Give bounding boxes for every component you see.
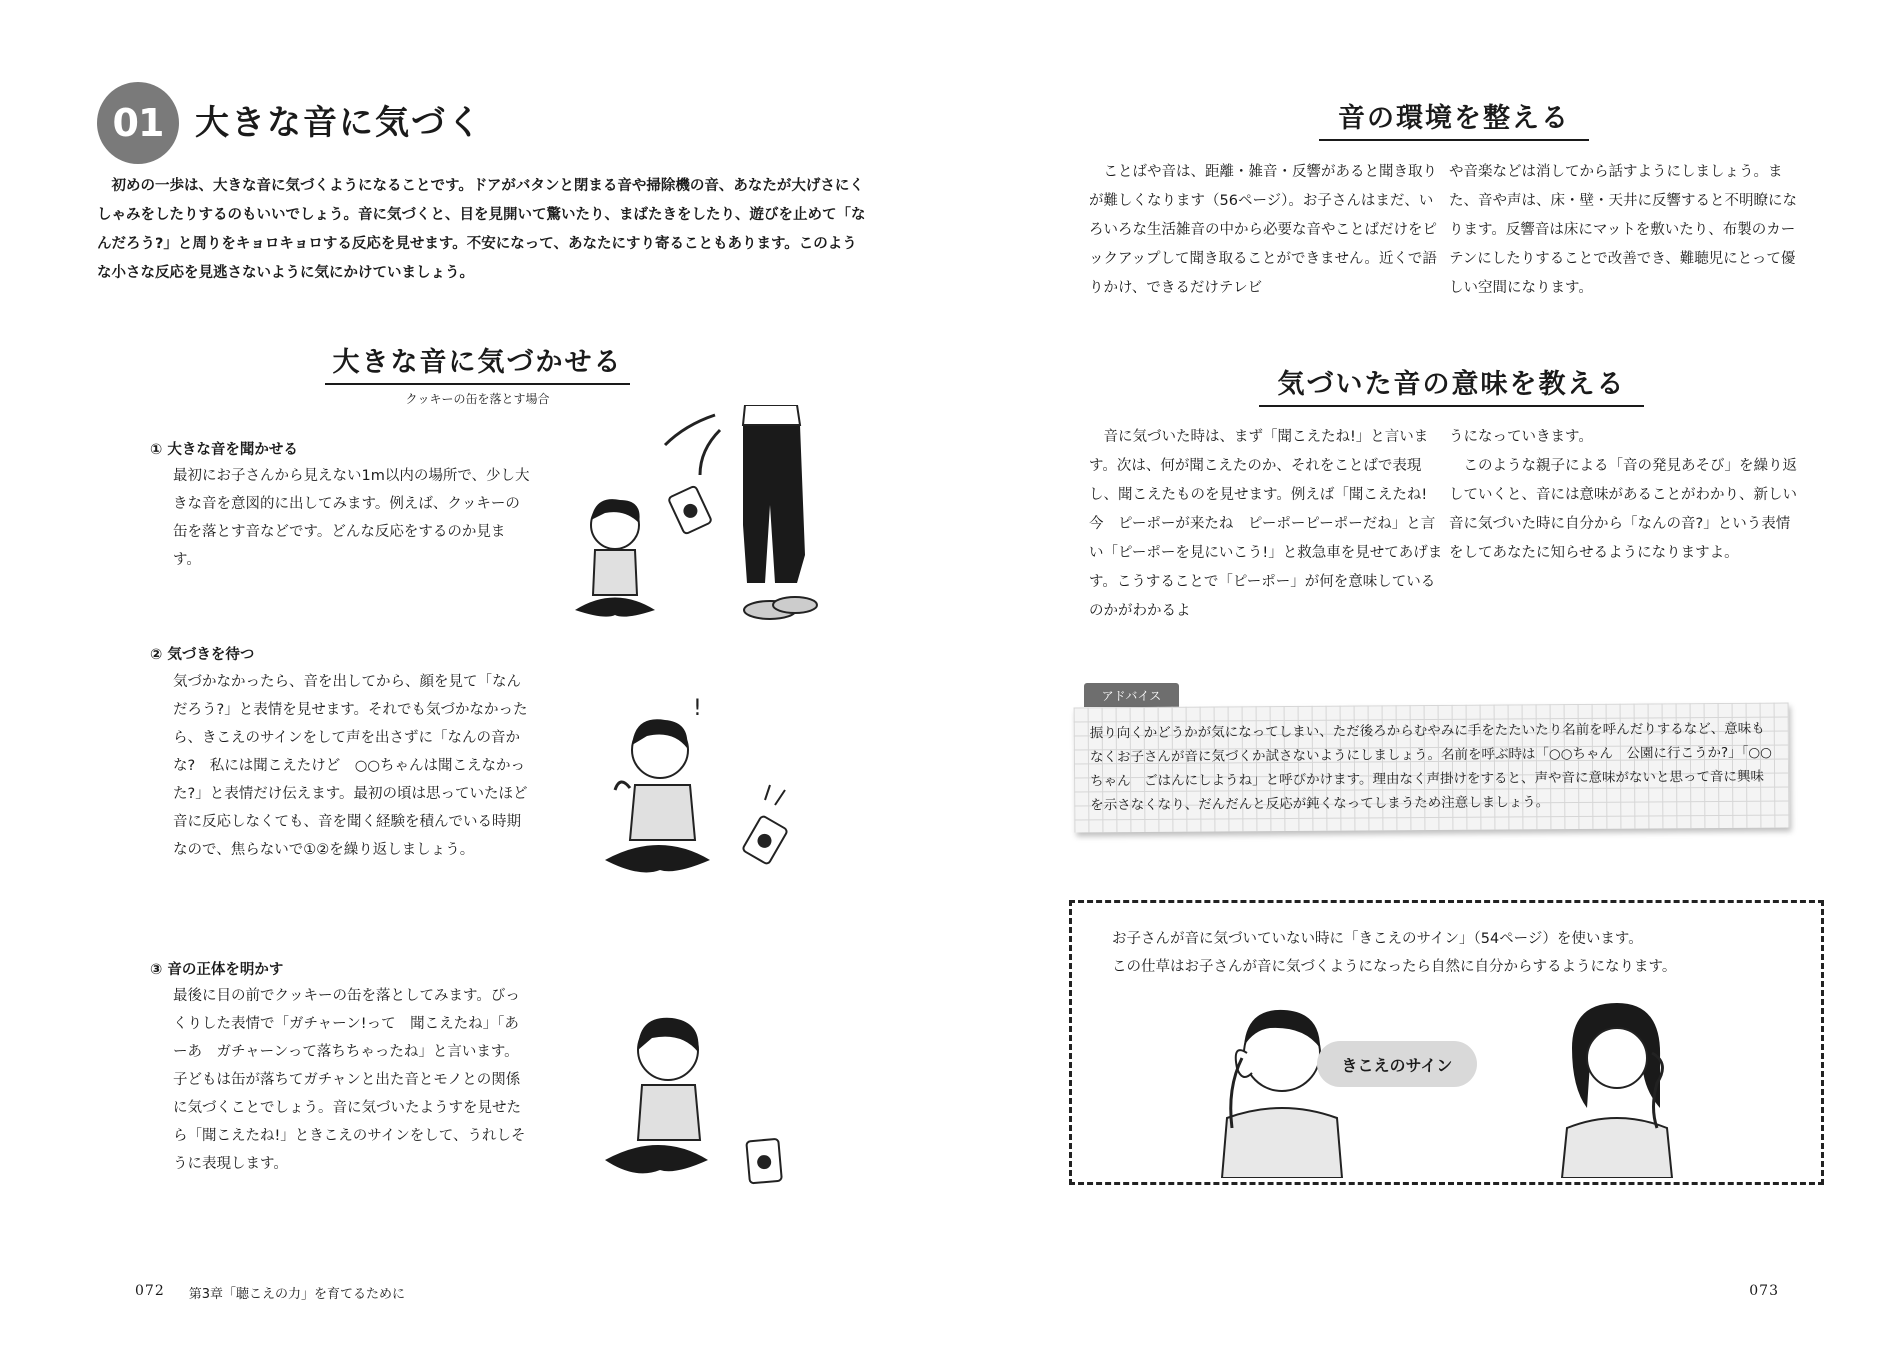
- step-1-body: 最初にお子さんから見えない1m以内の場所で、少し大きな音を意図的に出してみます。例えば、クッキーの缶を落とす音などです。どんな反応をするのか見ます。: [173, 468, 530, 568]
- heading-sound-environment: 音の環境を整える: [1319, 96, 1589, 141]
- section-number-badge: 01: [97, 82, 179, 164]
- heading-teach-meaning: 気づいた音の意味を教える: [1259, 362, 1644, 407]
- step-3-title: ③ 音の正体を明かす: [150, 962, 284, 978]
- environment-col-2: や音楽などは消してから話すようにしましょう。また、音や声は、床・壁・天井に反響すると不明瞭になります。反響音は床にマットを敷いたり、布製のカーテンにしたりすることで改善でき、難聴児にとって優しい空間になります。: [1449, 164, 1797, 296]
- svg-text:!: !: [693, 696, 702, 721]
- hearing-sign-line-1: お子さんが音に気づいていない時に「きこえのサイン」（54ページ）を使います。: [1112, 931, 1643, 947]
- left-page: [0, 0, 949, 1350]
- illustration-child-wondering: [595, 690, 815, 890]
- hearing-sign-line-2: この仕草はお子さんが音に気づくようになったら自然に自分からするようになります。: [1112, 959, 1677, 975]
- hearing-sign-box: [1069, 900, 1824, 1185]
- advice-label: アドバイス: [1084, 683, 1179, 707]
- meaning-col-2-para: このような親子による「音の発見あそび」を繰り返していくと、音には意味があることがわかり、新しい音に気づいた時に自分から「なんの音?」という表情をしてあなたに知らせるようになりますよ。: [1449, 458, 1797, 561]
- right-page: [949, 0, 1899, 1350]
- heading-caption: クッキーの缶を落とす場合: [405, 392, 550, 406]
- illustration-woman-hearing-sign: [1542, 988, 1692, 1178]
- page-number-right: 073: [1749, 1283, 1779, 1299]
- step-2-body: 気づかなかったら、音を出してから、顔を見て「なんだろう?」と表情を見せます。それでも気づかなかったら、きこえのサインをして声を出さずに「なんの音かな? 私には聞こえたけど ○○ちゃんは聞こえなかった?」と表情だけ伝えます。最初の頃は思っていたほど音に反応しなくても、音を聞く経験を積んでいる時期なので、焦らないで①②を繰り返しましょう。: [173, 674, 528, 858]
- left-footer: [135, 1283, 405, 1302]
- illustration-adult-drops-can: [565, 405, 835, 635]
- advice-text: 振り向くかどうかが気になってしまい、ただ後ろからむやみに手をたたいたり名前を呼んだりするなど、意味もなくお子さんが音に気づくか試さないようにしましょう。名前を呼ぶ時は「○○ちゃん 公園に行こうか?」「○○ちゃん ごはんにしようね」と呼びかけます。理由なく声掛けをすると、声や音に意味がないと思って音に興味を示さなくなり、だんだんと反応が鈍くなってしまうため注意しましょう。: [1089, 720, 1773, 814]
- section-title: 大きな音に気づく: [195, 103, 483, 143]
- environment-col-1: ことばや音は、距離・雑音・反響があると聞き取りが難しくなります（56ページ）。お子さんはまだ、いろいろな生活雑音の中から必要な音やことばだけをピックアップして聞き取ることができません。近くで語りかけ、できるだけテレビ: [1089, 164, 1437, 296]
- illustration-child-sees-can: [590, 1000, 810, 1190]
- meaning-col-1: 音に気づいた時は、まず「聞こえたね!」と言います。次は、何が聞こえたのか、それをことばで表現し、聞こえたものを見せます。例えば「聞こえたね! 今 ピーポーが来たね ピーポーピーポーだね」と言い「ピーポーを見にいこう!」と救急車を見せてあげます。こうすることで「ピーポー」が何を意味しているのかがわかるよ: [1089, 429, 1443, 619]
- step-1-title: ① 大きな音を聞かせる: [150, 442, 298, 458]
- step-2-title: ② 気づきを待つ: [150, 647, 255, 663]
- page-number-left: 072: [135, 1283, 165, 1299]
- step-3-body: 最後に目の前でクッキーの缶を落としてみます。びっくりした表情で「ガチャーン!って 聞こえたね」「あーあ ガチャーンって落ちちゃったね」と言います。子どもは缶が落ちてガチャンと出た音とモノとの関係に気づくことでしょう。音に気づいたようすを見せたら「聞こえたね!」ときこえのサインをして、うれしそうに表現します。: [173, 988, 526, 1172]
- chapter-title: 第3章「聴こえの力」を育てるために: [188, 1287, 406, 1302]
- intro-paragraph: 初めの一歩は、大きな音に気づくようになることです。ドアがバタンと閉まる音や掃除機の音、あなたが大げさにくしゃみをしたりするのもいいでしょう。音に気づくと、目を見開いて驚いたり、まばたきをしたり、遊びを止めて「なんだろう?」と周りをキョロキョロする反応を見せます。不安になって、あなたにすり寄ることもあります。このような小さな反応を見逃さないように気にかけていましょう。: [97, 178, 866, 281]
- advice-box: [1074, 703, 1790, 833]
- heading-notice-loud-sound: 大きな音に気づかせる: [325, 340, 630, 385]
- hearing-sign-label: きこえのサイン: [1317, 1041, 1477, 1087]
- hearing-sign-text: [1112, 925, 1676, 981]
- meaning-col-2: [1449, 423, 1804, 568]
- meaning-col-2-line: うになっていきます。: [1449, 429, 1593, 445]
